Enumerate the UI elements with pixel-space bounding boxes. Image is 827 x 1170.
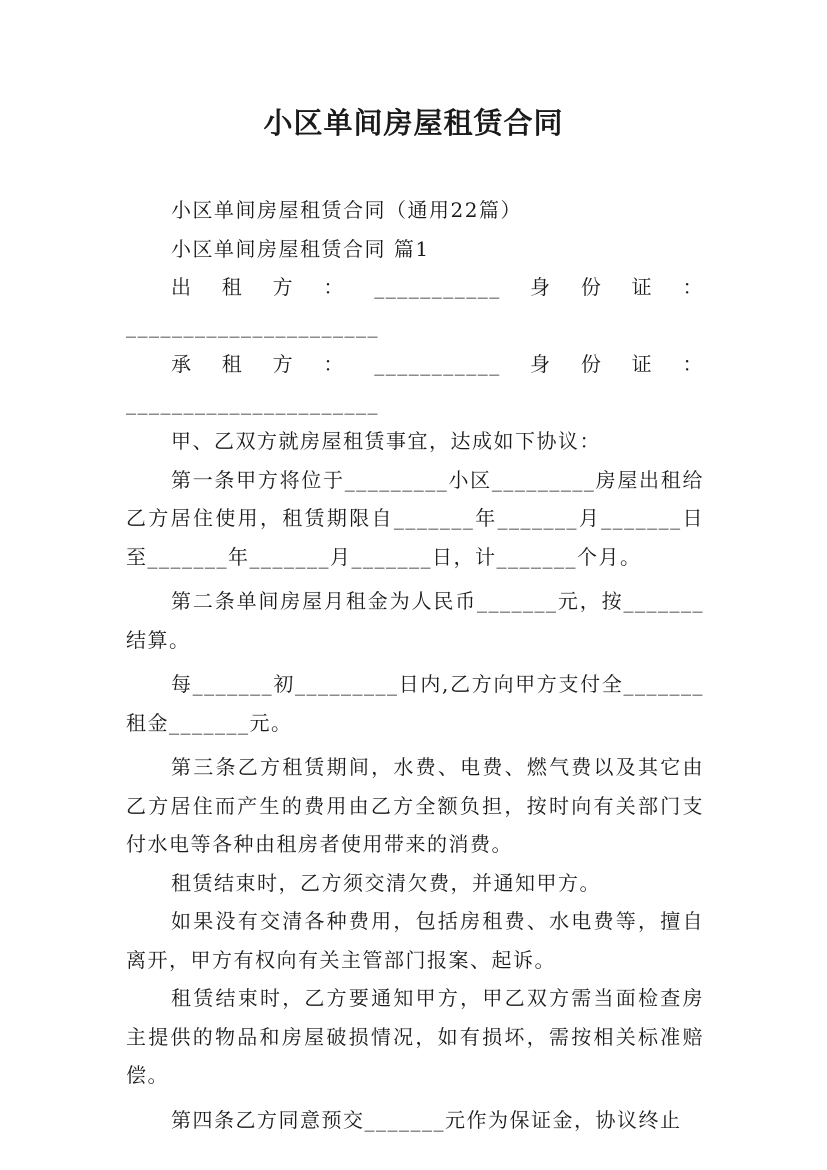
lessor-line: 出租方：___________身份证：______________________ — [126, 275, 704, 338]
clause-3: 第三条乙方租赁期间，水费、电费、燃气费以及其它由乙方居住而产生的费用由乙方全额负担，按时向有关部门支付水电等各种由租房者使用带来的消费。 — [126, 755, 704, 856]
clause-3-unpaid: 如果没有交清各种费用，包括房租费、水电费等，擅自离开，甲方有权向有关主管部门报案、起诉。 — [126, 909, 704, 972]
clause-3-settlement: 租赁结束时，乙方须交清欠费，并通知甲方。 — [171, 870, 601, 895]
clause-4: 第四条乙方同意预交_______元作为保证金，协议终止 — [171, 1107, 682, 1132]
clause-3-inspection: 租赁结束时，乙方要通知甲方，甲乙双方需当面检查房主提供的物品和房屋破损情况，如有损坏，需按相关标准赔偿。 — [126, 986, 704, 1087]
doc-section-heading: 小区单间房屋租赁合同 篇1 — [171, 236, 430, 261]
doc-subtitle: 小区单间房屋租赁合同（通用22篇） — [171, 198, 522, 222]
clause-2-payment: 每_______初_________日内,乙方向甲方支付全_______租金_______元。 — [126, 672, 704, 735]
clause-2: 第二条单间房屋月租金为人民币_______元，按_______结算。 — [126, 589, 704, 652]
document-body — [126, 191, 704, 1139]
document-title: 小区单间房屋租赁合同 — [263, 106, 564, 140]
lessee-line: 承租方：___________身份证：______________________ — [126, 352, 704, 415]
agreement-intro: 甲、乙双方就房屋租赁事宜，达成如下协议： — [171, 429, 601, 453]
clause-1: 第一条甲方将位于_________小区_________房屋出租给乙方居住使用，租赁期限自_______年_______月_______日至_______年_______月_______日，计_______个月。 — [126, 467, 704, 569]
